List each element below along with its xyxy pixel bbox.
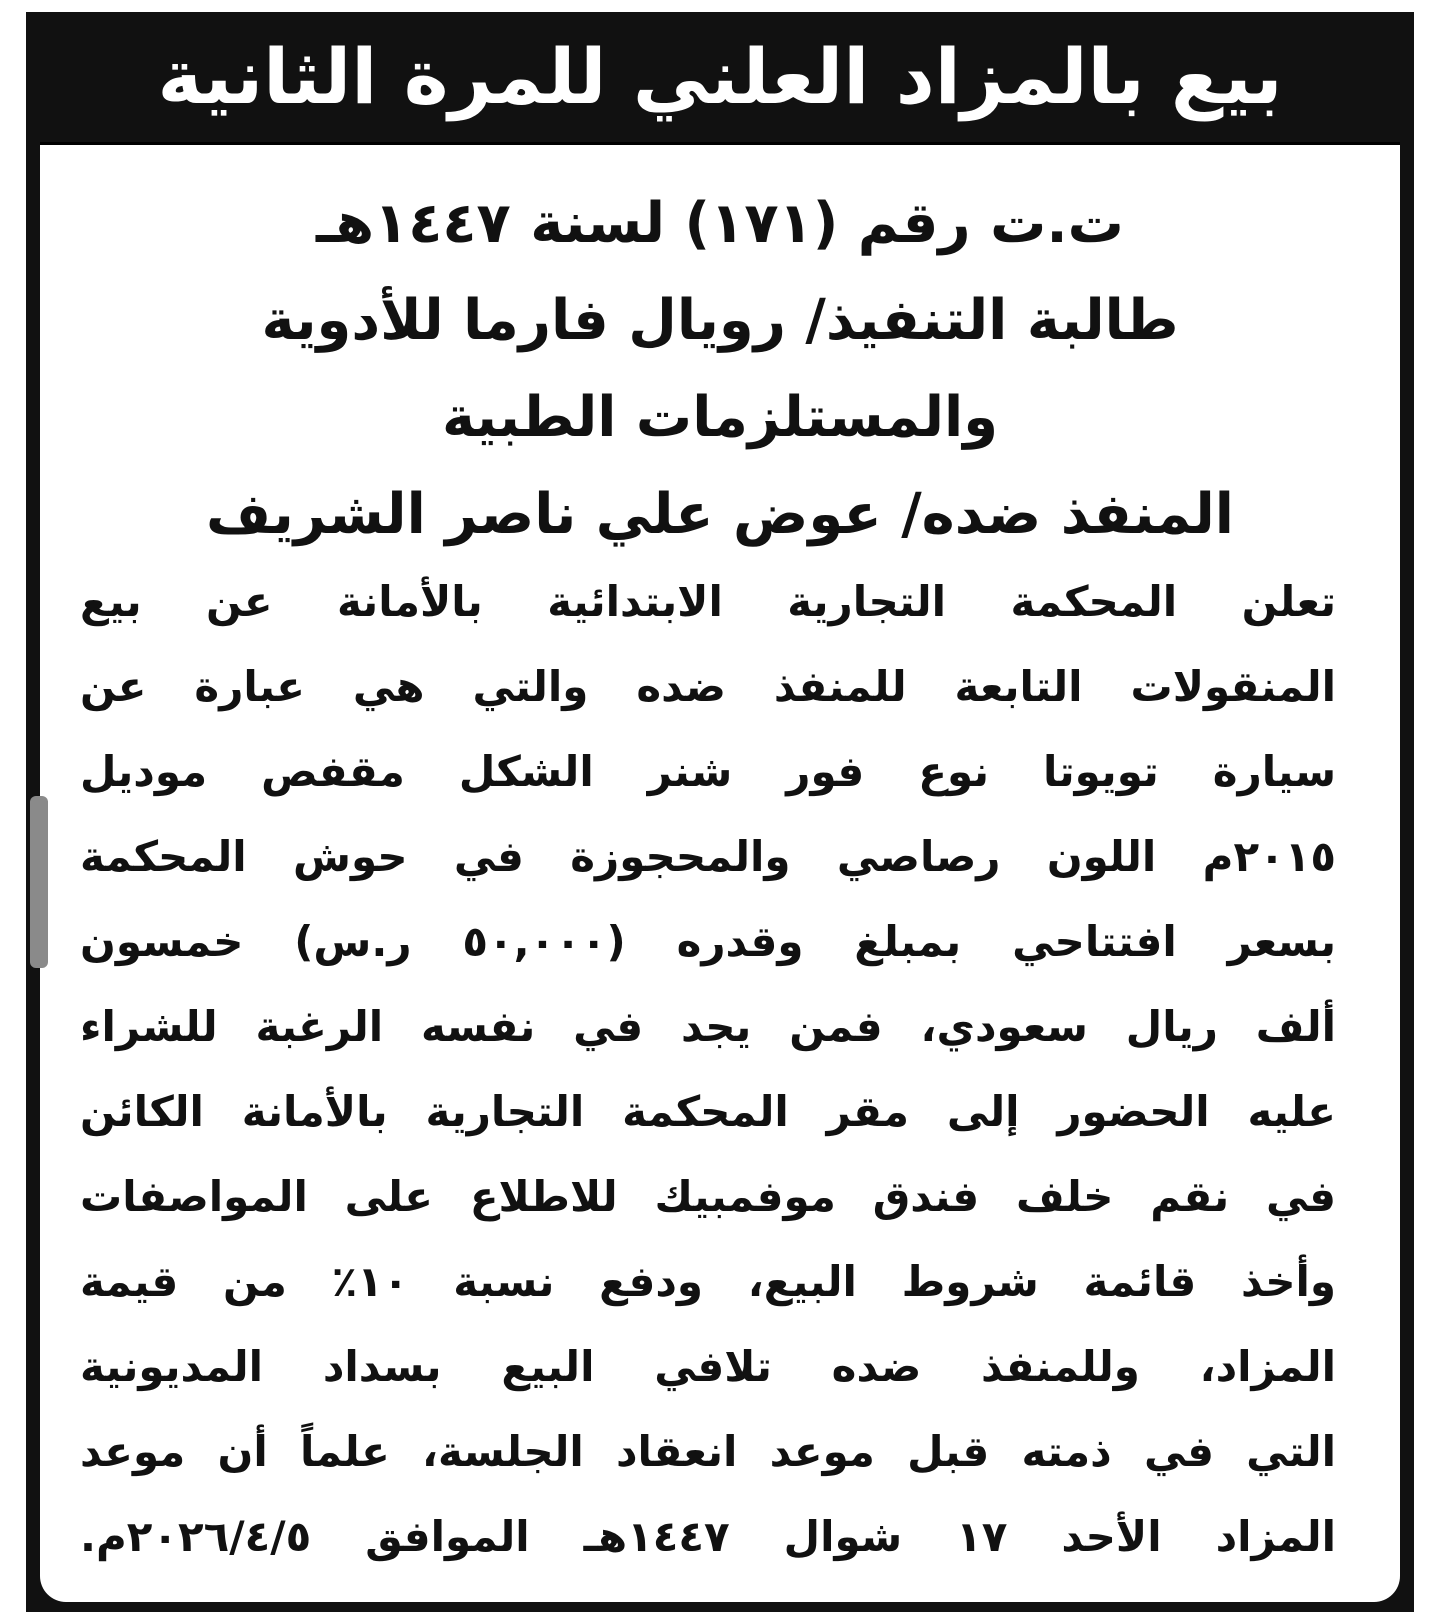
notice-title: بيع بالمزاد العلني للمرة الثانية bbox=[157, 32, 1283, 121]
defendant-line: المنفذ ضده/ عوض علي ناصر الشريف bbox=[206, 482, 1234, 547]
notice-content bbox=[40, 142, 1400, 1602]
header-band bbox=[26, 12, 1414, 142]
side-drag-handle[interactable] bbox=[30, 796, 48, 968]
body-line: المزاد، وللمنفذ ضده تلافي البيع بسداد المديونية bbox=[80, 1342, 1336, 1391]
body-line: في نقم خلف فندق موفمبيك للاطلاع على المواصفات bbox=[80, 1172, 1336, 1221]
notice-headings bbox=[40, 175, 1400, 563]
body-line: وأخذ قائمة شروط البيع، ودفع نسبة ١٠٪ من قيمة bbox=[80, 1257, 1336, 1306]
claimant-line-2: والمستلزمات الطبية bbox=[441, 385, 999, 450]
body-line: المنقولات التابعة للمنفذ ضده والتي هي عبارة عن bbox=[80, 662, 1336, 711]
body-line: المزاد الأحد ١٧ شوال ١٤٤٧هـ الموافق ٢٠٢٦/٤/٥م. bbox=[80, 1512, 1336, 1561]
body-line: ٢٠١٥م اللون رصاصي والمحجوزة في حوش المحكمة bbox=[80, 832, 1336, 881]
body-line: عليه الحضور إلى مقر المحكمة التجارية بالأمانة الكائن bbox=[80, 1087, 1336, 1136]
case-number: ت.ت رقم (١٧١) لسنة ١٤٤٧هـ bbox=[316, 191, 1124, 256]
body-line: التي في ذمته قبل موعد انعقاد الجلسة، علماً أن موعد bbox=[80, 1427, 1336, 1476]
claimant-line-1: طالبة التنفيذ/ رويال فارما للأدوية bbox=[261, 288, 1179, 353]
notice-body bbox=[80, 559, 1336, 1579]
body-line: بسعر افتتاحي بمبلغ وقدره (٥٠,٠٠٠ ر.س) خمسون bbox=[80, 917, 1336, 966]
body-line: تعلن المحكمة التجارية الابتدائية بالأمانة عن بيع bbox=[80, 577, 1336, 626]
body-line: ألف ريال سعودي، فمن يجد في نفسه الرغبة للشراء bbox=[80, 1002, 1336, 1051]
body-line: سيارة تويوتا نوع فور شنر الشكل مقفص موديل bbox=[80, 747, 1336, 796]
notice-frame bbox=[26, 12, 1414, 1612]
